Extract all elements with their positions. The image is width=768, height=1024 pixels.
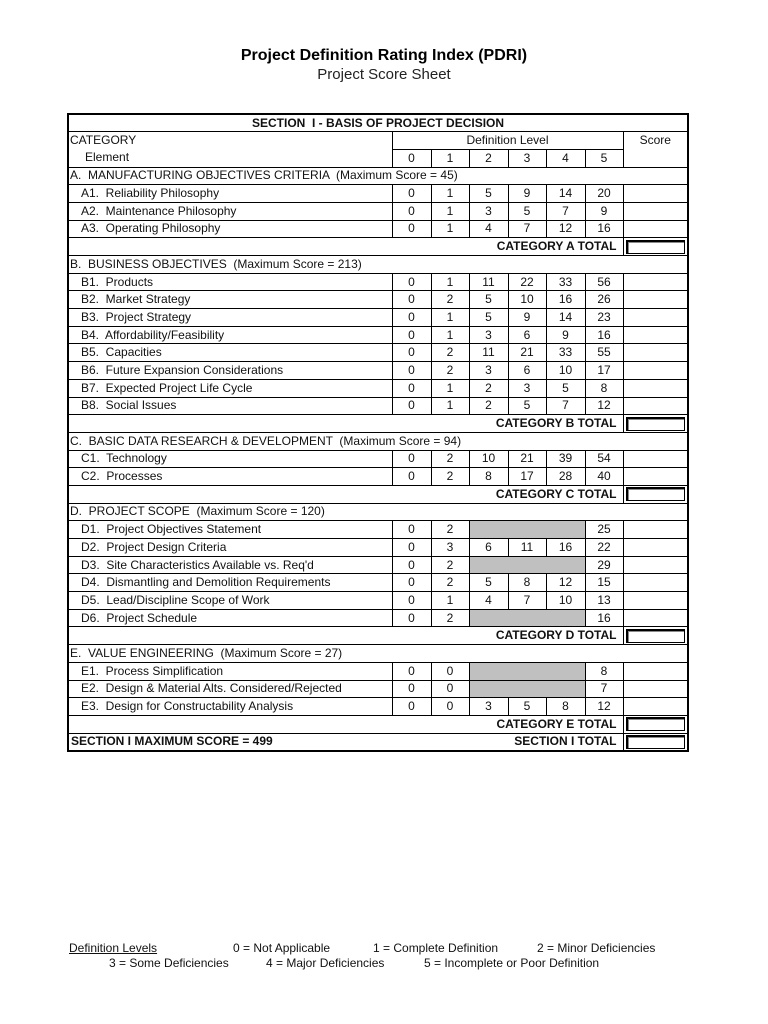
level-1-score: 2 bbox=[431, 556, 469, 574]
page-title: Project Definition Rating Index (PDRI) bbox=[240, 47, 528, 64]
level-5-score: 15 bbox=[585, 574, 623, 592]
level-5-score: 55 bbox=[585, 344, 623, 362]
legend-item-3: 3 = Some Deficiencies bbox=[109, 956, 229, 970]
level-header-5: 5 bbox=[585, 149, 623, 167]
level-0-score: 0 bbox=[392, 185, 431, 203]
level-2-score: 8 bbox=[469, 468, 508, 486]
category-total-score-cell bbox=[623, 485, 688, 503]
level-1-score: 3 bbox=[431, 539, 469, 557]
level-3-score: 6 bbox=[508, 362, 546, 380]
category-total-row bbox=[68, 415, 688, 433]
level-1-score: 1 bbox=[431, 379, 469, 397]
level-5-score: 13 bbox=[585, 592, 623, 610]
section-total-label-cell bbox=[68, 733, 623, 751]
level-1-score: 2 bbox=[431, 521, 469, 539]
element-label: D5. Lead/Discipline Scope of Work bbox=[68, 592, 392, 610]
level-5-score: 23 bbox=[585, 309, 623, 327]
section-total-score-field[interactable] bbox=[626, 735, 686, 749]
level-5-score: 16 bbox=[585, 609, 623, 627]
element-row bbox=[68, 326, 688, 344]
element-row bbox=[68, 397, 688, 415]
element-column-header: Element bbox=[68, 149, 392, 167]
level-3-score: 8 bbox=[508, 574, 546, 592]
level-4-score: 10 bbox=[546, 362, 585, 380]
level-3-score: 5 bbox=[508, 202, 546, 220]
level-header-3: 3 bbox=[508, 149, 546, 167]
level-3-score: 7 bbox=[508, 592, 546, 610]
level-0-score: 0 bbox=[392, 326, 431, 344]
element-row bbox=[68, 698, 688, 716]
level-4-score: 33 bbox=[546, 273, 585, 291]
level-0-score: 0 bbox=[392, 344, 431, 362]
level-5-score: 54 bbox=[585, 450, 623, 468]
level-1-score: 1 bbox=[431, 326, 469, 344]
legend-item-0: 0 = Not Applicable bbox=[233, 941, 331, 955]
level-5-score: 8 bbox=[585, 662, 623, 680]
category-total-label: CATEGORY E TOTAL bbox=[68, 715, 623, 733]
element-score-cell bbox=[623, 698, 688, 716]
level-0-score: 0 bbox=[392, 521, 431, 539]
category-total-score-cell bbox=[623, 415, 688, 433]
element-row bbox=[68, 521, 688, 539]
level-header-0: 0 bbox=[392, 149, 431, 167]
level-4-score: 12 bbox=[546, 574, 585, 592]
level-4-score: 7 bbox=[546, 202, 585, 220]
level-0-score: 0 bbox=[392, 397, 431, 415]
element-row bbox=[68, 592, 688, 610]
level-1-score: 2 bbox=[431, 291, 469, 309]
legend-item-1: 1 = Complete Definition bbox=[373, 941, 499, 955]
level-0-score: 0 bbox=[392, 592, 431, 610]
level-1-score: 2 bbox=[431, 362, 469, 380]
level-0-score: 0 bbox=[392, 609, 431, 627]
element-score-cell bbox=[623, 556, 688, 574]
element-row bbox=[68, 574, 688, 592]
element-label: C1. Technology bbox=[68, 450, 392, 468]
level-3-score: 21 bbox=[508, 450, 546, 468]
element-label: D4. Dismantling and Demolition Requirements bbox=[68, 574, 392, 592]
element-score-cell bbox=[623, 309, 688, 327]
section-total-body bbox=[68, 733, 688, 751]
category-total-label: CATEGORY D TOTAL bbox=[68, 627, 623, 645]
category-total-row bbox=[68, 715, 688, 733]
level-2-score: 4 bbox=[469, 220, 508, 238]
level-0-score: 0 bbox=[392, 291, 431, 309]
element-label: A2. Maintenance Philosophy bbox=[68, 202, 392, 220]
level-5-score: 25 bbox=[585, 521, 623, 539]
level-5-score: 16 bbox=[585, 326, 623, 344]
not-applicable-cell bbox=[469, 680, 585, 698]
element-label: E2. Design & Material Alts. Considered/Rejected bbox=[68, 680, 392, 698]
level-0-score: 0 bbox=[392, 556, 431, 574]
level-5-score: 56 bbox=[585, 273, 623, 291]
element-label: B5. Capacities bbox=[68, 344, 392, 362]
legend-heading: Definition Levels bbox=[69, 941, 158, 955]
element-row bbox=[68, 556, 688, 574]
level-0-score: 0 bbox=[392, 662, 431, 680]
level-5-score: 12 bbox=[585, 698, 623, 716]
element-label: A1. Reliability Philosophy bbox=[68, 185, 392, 203]
definition-level-header: Definition Level bbox=[392, 132, 623, 150]
element-label: E1. Process Simplification bbox=[68, 662, 392, 680]
category-total-row bbox=[68, 238, 688, 256]
element-row bbox=[68, 309, 688, 327]
element-label: A3. Operating Philosophy bbox=[68, 220, 392, 238]
element-score-cell bbox=[623, 202, 688, 220]
element-score-cell bbox=[623, 326, 688, 344]
element-score-cell bbox=[623, 344, 688, 362]
score-sheet-table bbox=[67, 113, 689, 752]
level-5-score: 22 bbox=[585, 539, 623, 557]
level-2-score: 5 bbox=[469, 574, 508, 592]
level-2-score: 4 bbox=[469, 592, 508, 610]
level-5-score: 20 bbox=[585, 185, 623, 203]
category-total-score-field[interactable] bbox=[626, 629, 686, 643]
page-subtitle: Project Score Sheet bbox=[317, 66, 451, 83]
level-2-score: 11 bbox=[469, 344, 508, 362]
level-0-score: 0 bbox=[392, 273, 431, 291]
level-1-score: 1 bbox=[431, 397, 469, 415]
element-label: D3. Site Characteristics Available vs. Req'd bbox=[68, 556, 392, 574]
section-total-score-cell bbox=[623, 733, 688, 751]
element-row bbox=[68, 539, 688, 557]
element-label: B3. Project Strategy bbox=[68, 309, 392, 327]
level-2-score: 2 bbox=[469, 397, 508, 415]
element-row bbox=[68, 291, 688, 309]
category-total-score-cell bbox=[623, 715, 688, 733]
element-row bbox=[68, 273, 688, 291]
level-3-score: 6 bbox=[508, 326, 546, 344]
element-score-cell bbox=[623, 539, 688, 557]
category-total-row bbox=[68, 627, 688, 645]
element-label: B6. Future Expansion Considerations bbox=[68, 362, 392, 380]
level-1-score: 1 bbox=[431, 202, 469, 220]
not-applicable-cell bbox=[469, 521, 585, 539]
element-row bbox=[68, 362, 688, 380]
element-label: B2. Market Strategy bbox=[68, 291, 392, 309]
category-total-score-field[interactable] bbox=[626, 717, 686, 731]
level-2-score: 5 bbox=[469, 185, 508, 203]
legend-item-2: 2 = Minor Deficiencies bbox=[537, 941, 656, 955]
level-4-score: 39 bbox=[546, 450, 585, 468]
level-3-score: 9 bbox=[508, 309, 546, 327]
table-header-body bbox=[68, 114, 688, 167]
level-1-score: 1 bbox=[431, 220, 469, 238]
level-5-score: 7 bbox=[585, 680, 623, 698]
element-score-cell bbox=[623, 220, 688, 238]
level-2-score: 5 bbox=[469, 291, 508, 309]
category-heading-row bbox=[68, 167, 688, 185]
element-score-cell bbox=[623, 592, 688, 610]
level-1-score: 2 bbox=[431, 344, 469, 362]
category-heading: E. VALUE ENGINEERING (Maximum Score = 27) bbox=[68, 645, 688, 663]
score-column-header: Score bbox=[623, 132, 688, 167]
level-5-score: 16 bbox=[585, 220, 623, 238]
category-total-score-cell bbox=[623, 627, 688, 645]
level-0-score: 0 bbox=[392, 539, 431, 557]
level-5-score: 17 bbox=[585, 362, 623, 380]
level-2-score: 3 bbox=[469, 202, 508, 220]
level-3-score: 22 bbox=[508, 273, 546, 291]
level-1-score: 1 bbox=[431, 309, 469, 327]
level-0-score: 0 bbox=[392, 468, 431, 486]
level-2-score: 3 bbox=[469, 698, 508, 716]
category-heading: B. BUSINESS OBJECTIVES (Maximum Score = 213) bbox=[68, 256, 688, 274]
element-score-cell bbox=[623, 574, 688, 592]
level-2-score: 10 bbox=[469, 450, 508, 468]
category-heading-row bbox=[68, 432, 688, 450]
level-1-score: 1 bbox=[431, 185, 469, 203]
column-header-row bbox=[68, 132, 688, 150]
level-1-score: 2 bbox=[431, 609, 469, 627]
level-1-score: 0 bbox=[431, 662, 469, 680]
level-0-score: 0 bbox=[392, 202, 431, 220]
category-heading: D. PROJECT SCOPE (Maximum Score = 120) bbox=[68, 503, 688, 521]
category-heading-row bbox=[68, 256, 688, 274]
section-total-label: SECTION I TOTAL bbox=[514, 734, 617, 749]
category-heading-row bbox=[68, 645, 688, 663]
level-4-score: 33 bbox=[546, 344, 585, 362]
score-sheet-body bbox=[68, 167, 688, 733]
level-header-4: 4 bbox=[546, 149, 585, 167]
level-1-score: 2 bbox=[431, 450, 469, 468]
section-total-row bbox=[68, 733, 688, 751]
level-5-score: 29 bbox=[585, 556, 623, 574]
level-0-score: 0 bbox=[392, 680, 431, 698]
section-heading: SECTION I - BASIS OF PROJECT DECISION bbox=[68, 114, 688, 132]
element-label: C2. Processes bbox=[68, 468, 392, 486]
level-4-score: 14 bbox=[546, 309, 585, 327]
category-total-score-field[interactable] bbox=[626, 240, 686, 254]
level-2-score: 11 bbox=[469, 273, 508, 291]
level-0-score: 0 bbox=[392, 309, 431, 327]
level-header-row bbox=[68, 149, 688, 167]
element-score-cell bbox=[623, 185, 688, 203]
level-4-score: 10 bbox=[546, 592, 585, 610]
element-row bbox=[68, 202, 688, 220]
element-score-cell bbox=[623, 397, 688, 415]
category-total-score-field[interactable] bbox=[626, 487, 686, 501]
element-score-cell bbox=[623, 291, 688, 309]
element-row bbox=[68, 468, 688, 486]
category-heading-row bbox=[68, 503, 688, 521]
level-5-score: 8 bbox=[585, 379, 623, 397]
level-1-score: 0 bbox=[431, 680, 469, 698]
level-1-score: 2 bbox=[431, 468, 469, 486]
legend-item-4: 4 = Major Deficiencies bbox=[266, 956, 385, 970]
level-2-score: 5 bbox=[469, 309, 508, 327]
not-applicable-cell bbox=[469, 609, 585, 627]
not-applicable-cell bbox=[469, 662, 585, 680]
level-3-score: 10 bbox=[508, 291, 546, 309]
element-score-cell bbox=[623, 468, 688, 486]
level-3-score: 3 bbox=[508, 379, 546, 397]
element-row bbox=[68, 450, 688, 468]
element-score-cell bbox=[623, 379, 688, 397]
category-column-header: CATEGORY bbox=[68, 132, 392, 150]
level-4-score: 7 bbox=[546, 397, 585, 415]
level-5-score: 26 bbox=[585, 291, 623, 309]
level-2-score: 6 bbox=[469, 539, 508, 557]
level-3-score: 9 bbox=[508, 185, 546, 203]
level-4-score: 12 bbox=[546, 220, 585, 238]
element-label: B4. Affordability/Feasibility bbox=[68, 326, 392, 344]
level-header-2: 2 bbox=[469, 149, 508, 167]
not-applicable-cell bbox=[469, 556, 585, 574]
element-score-cell bbox=[623, 680, 688, 698]
category-heading: A. MANUFACTURING OBJECTIVES CRITERIA (Maximum Score = 45) bbox=[68, 167, 688, 185]
element-row bbox=[68, 662, 688, 680]
level-1-score: 2 bbox=[431, 574, 469, 592]
category-total-label: CATEGORY C TOTAL bbox=[68, 485, 623, 503]
element-score-cell bbox=[623, 662, 688, 680]
element-score-cell bbox=[623, 450, 688, 468]
level-1-score: 0 bbox=[431, 698, 469, 716]
level-3-score: 7 bbox=[508, 220, 546, 238]
level-0-score: 0 bbox=[392, 220, 431, 238]
level-3-score: 5 bbox=[508, 397, 546, 415]
level-1-score: 1 bbox=[431, 273, 469, 291]
element-row bbox=[68, 680, 688, 698]
element-score-cell bbox=[623, 362, 688, 380]
level-3-score: 21 bbox=[508, 344, 546, 362]
level-2-score: 3 bbox=[469, 362, 508, 380]
level-4-score: 28 bbox=[546, 468, 585, 486]
section-total-labels bbox=[71, 735, 621, 748]
element-label: B1. Products bbox=[68, 273, 392, 291]
level-3-score: 17 bbox=[508, 468, 546, 486]
level-0-score: 0 bbox=[392, 698, 431, 716]
category-total-label: CATEGORY B TOTAL bbox=[68, 415, 623, 433]
level-5-score: 9 bbox=[585, 202, 623, 220]
level-4-score: 9 bbox=[546, 326, 585, 344]
element-label: D6. Project Schedule bbox=[68, 609, 392, 627]
level-4-score: 5 bbox=[546, 379, 585, 397]
element-score-cell bbox=[623, 273, 688, 291]
category-total-row bbox=[68, 485, 688, 503]
element-row bbox=[68, 379, 688, 397]
category-total-score-field[interactable] bbox=[626, 417, 686, 431]
legend-item-5: 5 = Incomplete or Poor Definition bbox=[424, 956, 600, 970]
element-label: E3. Design for Constructability Analysis bbox=[68, 698, 392, 716]
element-row bbox=[68, 185, 688, 203]
level-4-score: 14 bbox=[546, 185, 585, 203]
level-0-score: 0 bbox=[392, 379, 431, 397]
element-label: B8. Social Issues bbox=[68, 397, 392, 415]
level-4-score: 16 bbox=[546, 539, 585, 557]
level-0-score: 0 bbox=[392, 362, 431, 380]
element-row bbox=[68, 344, 688, 362]
level-4-score: 16 bbox=[546, 291, 585, 309]
level-header-1: 1 bbox=[431, 149, 469, 167]
level-2-score: 3 bbox=[469, 326, 508, 344]
level-5-score: 12 bbox=[585, 397, 623, 415]
element-score-cell bbox=[623, 521, 688, 539]
level-3-score: 5 bbox=[508, 698, 546, 716]
level-1-score: 1 bbox=[431, 592, 469, 610]
level-5-score: 40 bbox=[585, 468, 623, 486]
level-0-score: 0 bbox=[392, 574, 431, 592]
element-row bbox=[68, 220, 688, 238]
element-label: B7. Expected Project Life Cycle bbox=[68, 379, 392, 397]
section-heading-row bbox=[68, 114, 688, 132]
level-0-score: 0 bbox=[392, 450, 431, 468]
element-score-cell bbox=[623, 609, 688, 627]
element-label: D2. Project Design Criteria bbox=[68, 539, 392, 557]
category-heading: C. BASIC DATA RESEARCH & DEVELOPMENT (Maximum Score = 94) bbox=[68, 432, 688, 450]
level-4-score: 8 bbox=[546, 698, 585, 716]
level-2-score: 2 bbox=[469, 379, 508, 397]
section-maximum-score: SECTION I MAXIMUM SCORE = 499 bbox=[71, 734, 273, 749]
element-label: D1. Project Objectives Statement bbox=[68, 521, 392, 539]
element-row bbox=[68, 609, 688, 627]
category-total-label: CATEGORY A TOTAL bbox=[68, 238, 623, 256]
category-total-score-cell bbox=[623, 238, 688, 256]
level-3-score: 11 bbox=[508, 539, 546, 557]
